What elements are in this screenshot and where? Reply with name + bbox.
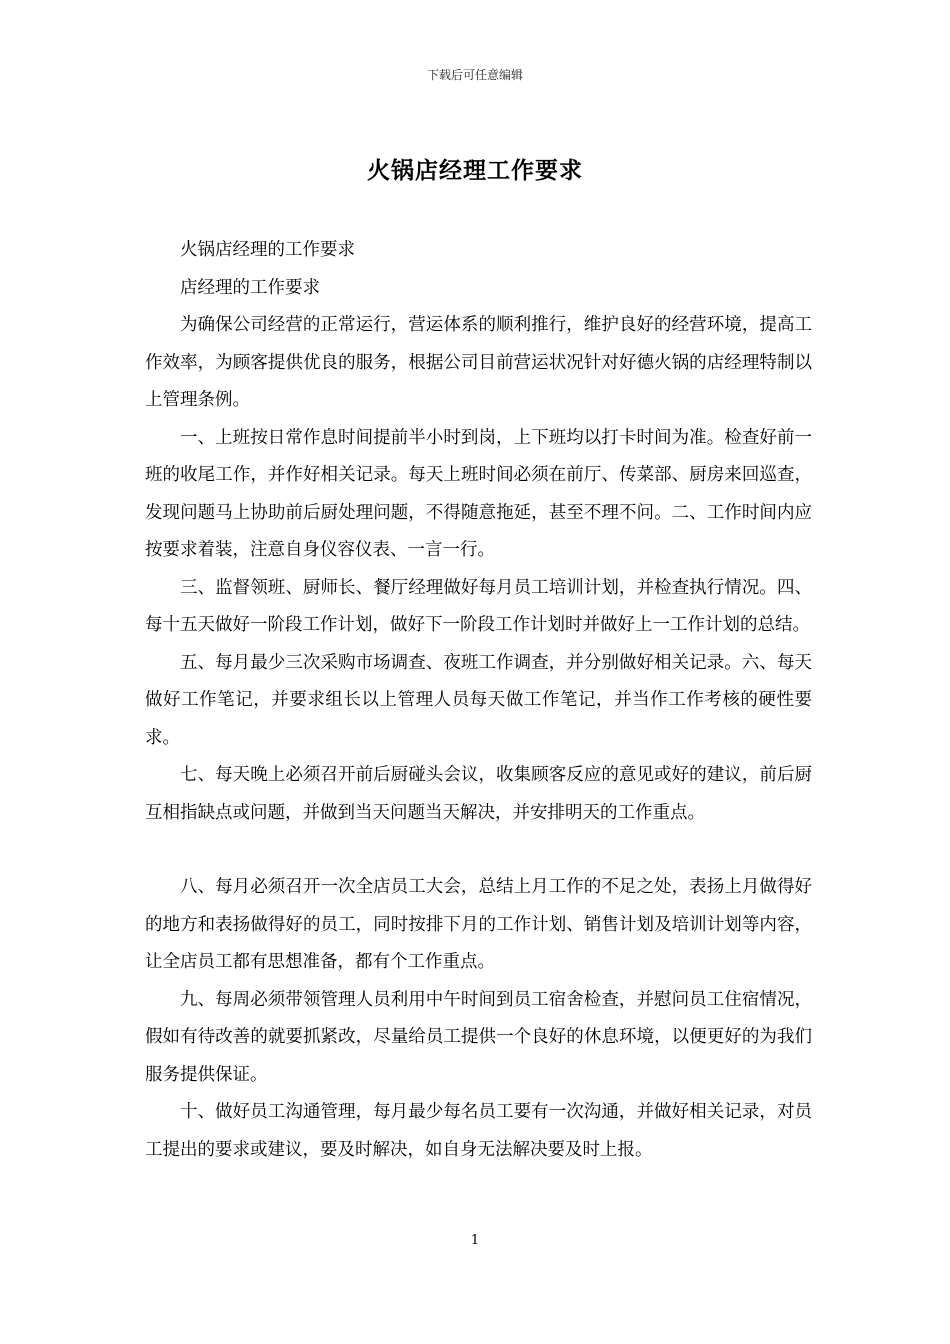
page-number: 1	[470, 1233, 480, 1248]
paragraph-item-9: 九、每周必须带领管理人员利用中午时间到员工宿舍检查，并慰问员工住宿情况，假如有待改善的就要抓紧改，尽量给员工提供一个良好的休息环境，以便更好的为我们服务提供保证。	[145, 989, 812, 1085]
paragraph-subtitle-1: 火锅店经理的工作要求	[180, 240, 355, 260]
document-body	[145, 232, 812, 1169]
paragraph-item-5-6: 五、每月最少三次采购市场调查、夜班工作调查，并分别做好相关记录。六、每天做好工作笔记，并要求组长以上管理人员每天做工作笔记，并当作工作考核的硬性要求。	[145, 652, 812, 748]
document-title: 火锅店经理工作要求	[367, 157, 583, 184]
paragraph-intro: 为确保公司经营的正常运行，营运体系的顺利推行，维护良好的经营环境，提高工作效率，为顾客提供优良的服务，根据公司目前营运状况针对好德火锅的店经理特制以上管理条例。	[145, 315, 812, 410]
paragraph-subtitle-2: 店经理的工作要求	[180, 277, 320, 298]
paragraph-item-3-4: 三、监督领班、厨师长、餐厅经理做好每月员工培训计划，并检查执行情况。四、每十五天做好一阶段工作计划，做好下一阶段工作计划时并做好上一工作计划的总结。	[145, 577, 812, 635]
paragraph-item-8: 八、每月必须召开一次全店员工大会，总结上月工作的不足之处，表扬上月做得好的地方和表扬做得好的员工，同时按排下月的工作计划、销售计划及培训计划等内容，让全店员工都有思想准备，都有个工作重点。	[145, 877, 812, 972]
header-note: 下载后可任意编辑	[426, 68, 523, 82]
paragraph-item-7: 七、每天晚上必须召开前后厨碰头会议，收集顾客反应的意见或好的建议，前后厨互相指缺点或问题，并做到当天问题当天解决，并安排明天的工作重点。	[145, 765, 812, 823]
paragraph-item-1-2: 一、上班按日常作息时间提前半小时到岗，上下班均以打卡时间为准。检查好前一班的收尾工作，并作好相关记录。每天上班时间必须在前厅、传菜部、厨房来回巡查，发现问题马上协助前后厨处理问题，不得随意拖延，甚至不理不问。二、工作时间内应按要求着装，注意自身仪容仪表、一言一行。	[145, 427, 812, 560]
paragraph-item-10: 十、做好员工沟通管理，每月最少每名员工要有一次沟通，并做好相关记录，对员工提出的要求或建议，要及时解决，如自身无法解决要及时上报。	[145, 1102, 812, 1160]
